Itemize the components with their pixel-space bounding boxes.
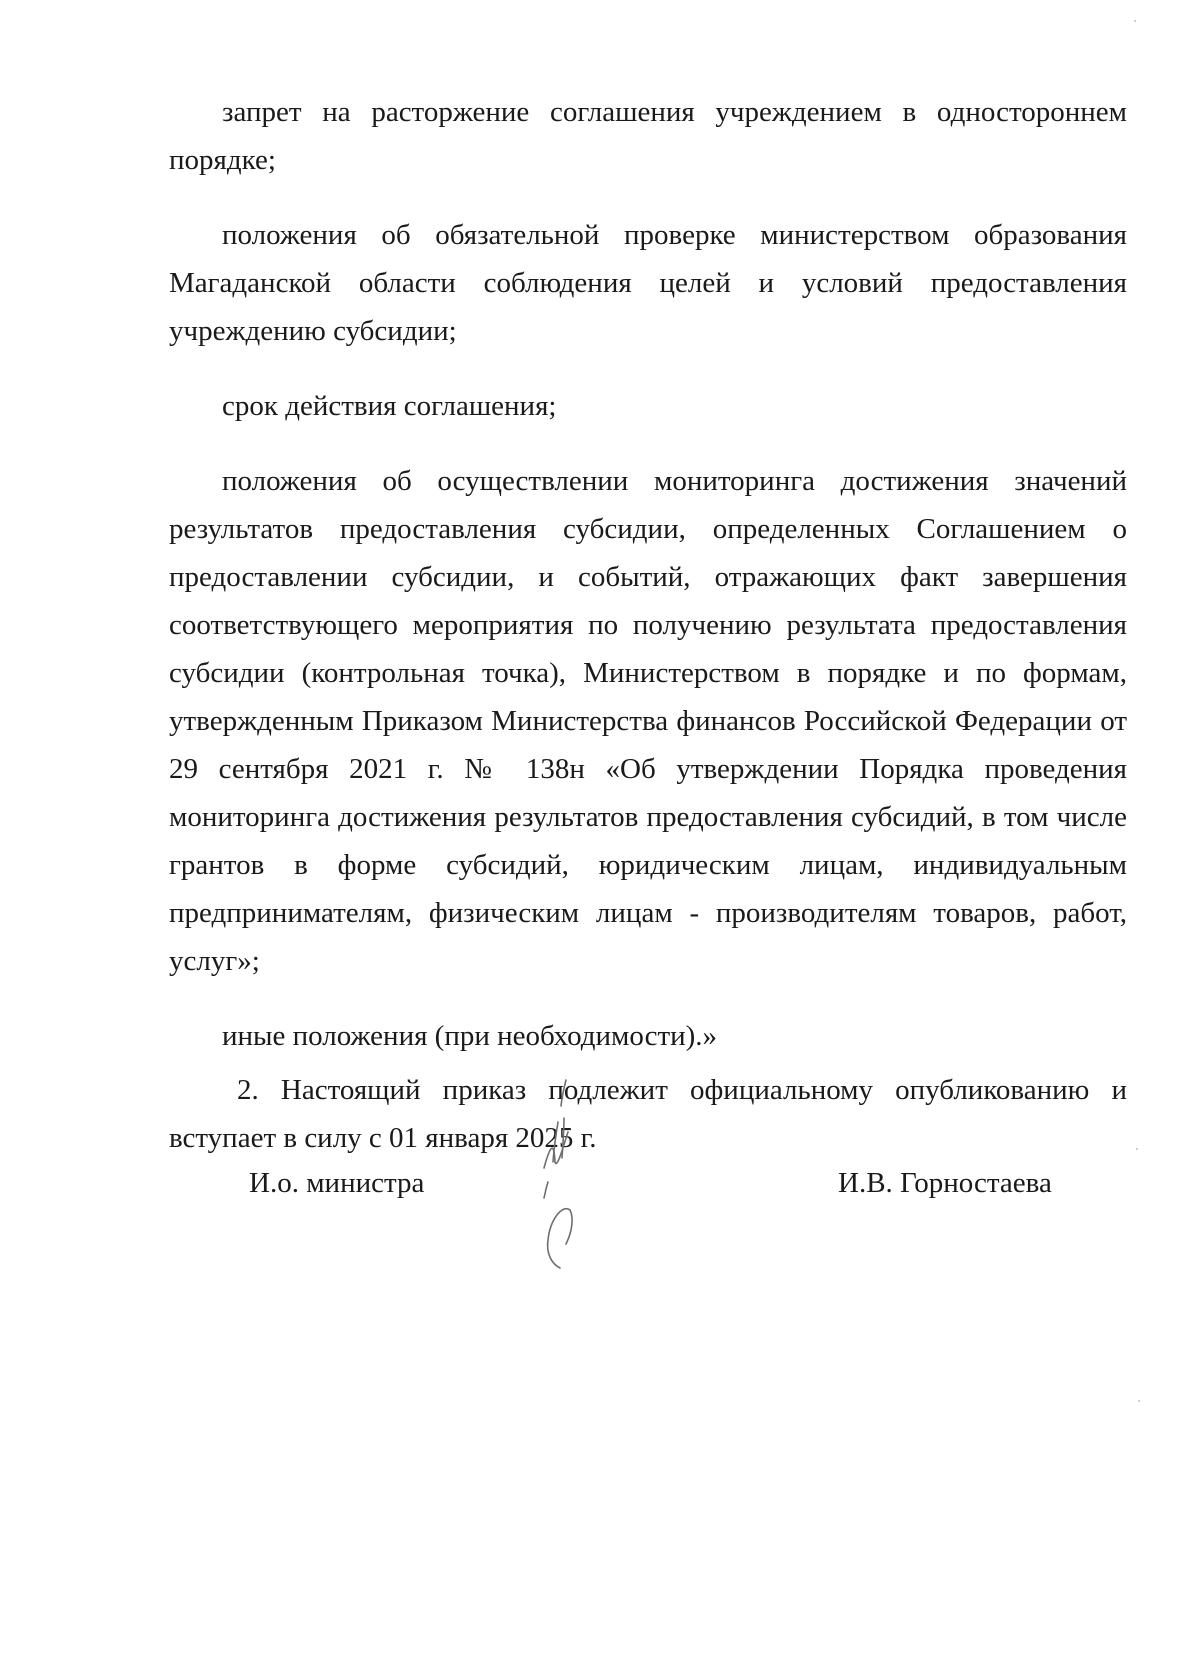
paragraph-monitoring: положения об осуществлении мониторинга достижения значений результатов предоставления субсидии, определенных Соглашением о предоставлении субсидии, и событий, отражающих факт завершения соответствующего мероприятия по получению результата предоставления субсидии (контрольная точка), Министерством в порядке и по формам, утвержденным Приказом Министерства финансов Российской Федерации от 29 сентября 2021 г. № 138н «Об утверждении Порядка проведения мониторинга достижения результатов предоставления субсидий, в том числе грантов в форме субсидий, юридическим лицам, индивидуальным предпринимателям, физическим лицам - производителям товаров, работ, услуг»;: [169, 465, 1127, 977]
scan-speck: [1136, 1148, 1138, 1150]
scan-speck: [1138, 1400, 1140, 1402]
paragraph-termination-ban: запрет на расторжение соглашения учреждением в одностороннем порядке;: [169, 96, 1127, 176]
signatory-title: И.о. министра: [249, 1167, 425, 1199]
scan-speck: [1134, 20, 1136, 22]
paragraph-other-provisions: иные положения (при необходимости).»: [222, 1020, 718, 1052]
paragraph-effective-date: 2. Настоящий приказ подлежит официальному опубликованию и вступает в силу с 01 января 2025 г.: [169, 1074, 1127, 1154]
handwritten-signature: [520, 1070, 610, 1280]
paragraph-agreement-term: срок действия соглашения;: [222, 390, 557, 422]
document-body: [169, 88, 1127, 1162]
paragraph-mandatory-check: положения об обязательной проверке министерством образования Магаданской области соблюдения целей и условий предоставления учреждению субсидии;: [169, 219, 1127, 347]
signatory-name: И.В. Горностаева: [838, 1167, 1052, 1199]
